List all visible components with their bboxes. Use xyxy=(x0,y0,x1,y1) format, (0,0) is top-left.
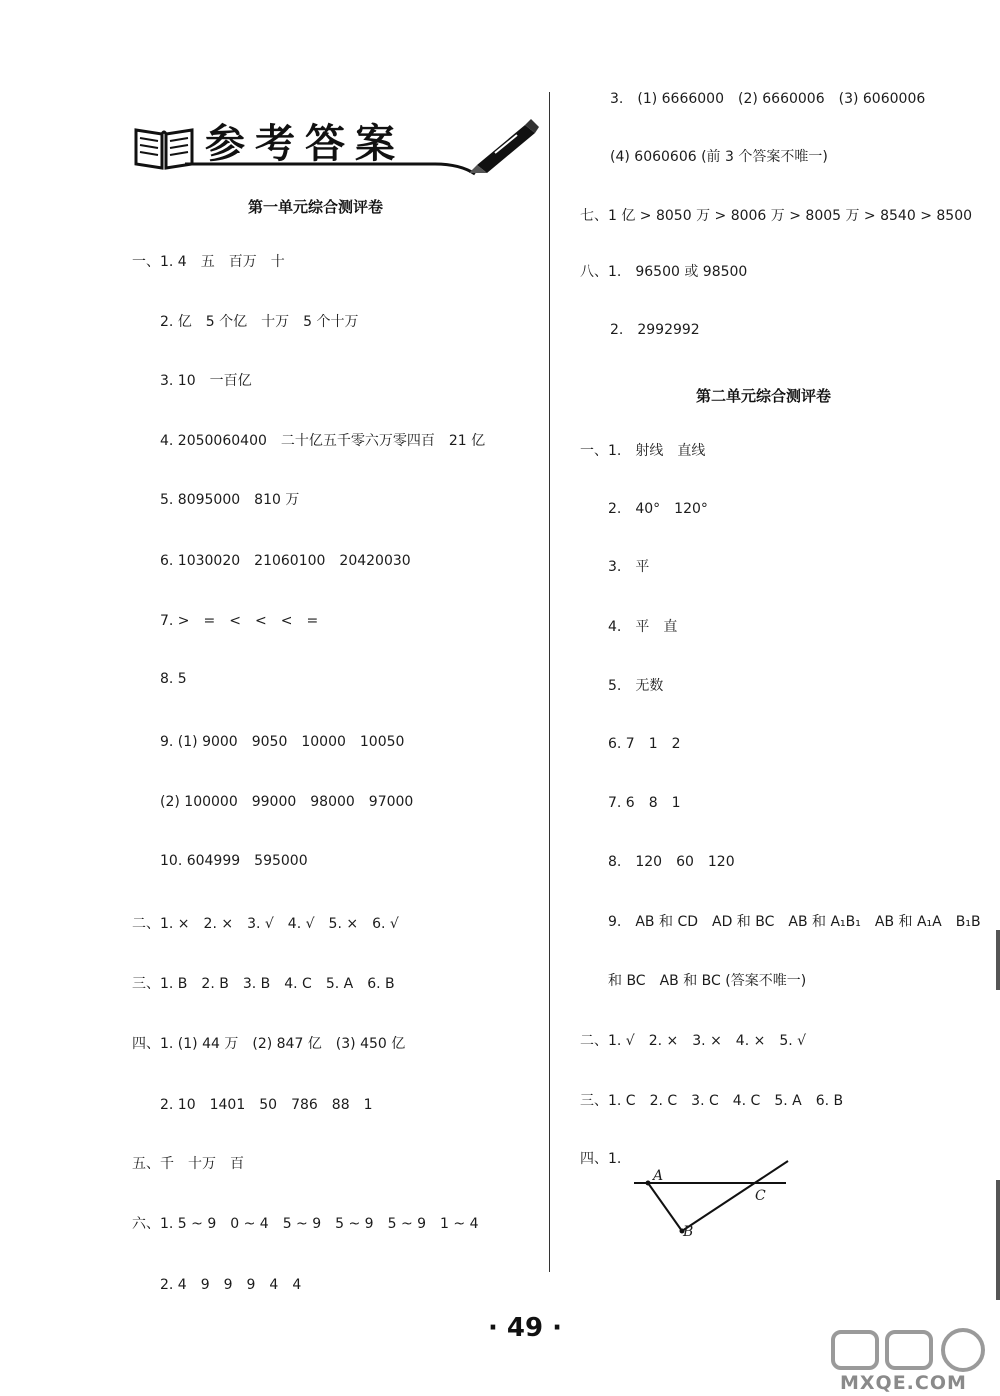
unit1-line: 5. 8095000 810 万 xyxy=(160,492,300,508)
scan-edge-mark xyxy=(996,1180,1000,1300)
page-number: · 49 · xyxy=(487,1313,563,1343)
unit2-line: 4. 平 直 xyxy=(608,619,678,635)
unit1-line: 4. 2050060400 二十亿五千零六万零四百 21 亿 xyxy=(160,433,486,449)
point-c-label: C xyxy=(755,1188,766,1204)
point-b-label: B xyxy=(683,1224,694,1240)
column-divider xyxy=(549,92,550,1272)
unit1-line: 10. 604999 595000 xyxy=(160,853,308,869)
pen-icon xyxy=(455,115,540,175)
watermark-text: MXQE.COM xyxy=(840,1372,967,1394)
point-a-label: A xyxy=(653,1168,664,1184)
unit1-line: 6. 1030020 21060100 20420030 xyxy=(160,553,411,569)
unit1-line: 四、1. (1) 44 万 (2) 847 亿 (3) 450 亿 xyxy=(132,1036,406,1052)
unit1-line: 2. 10 1401 50 786 88 1 xyxy=(160,1097,373,1113)
unit1-line: 一、1. 4 五 百万 十 xyxy=(132,254,285,270)
unit1-line: (2) 100000 99000 98000 97000 xyxy=(160,794,414,810)
right-line: 3. (1) 6666000 (2) 6660006 (3) 6060006 xyxy=(610,91,926,107)
unit1-title: 第一单元综合测评卷 xyxy=(248,198,384,216)
unit1-line: 六、1. 5 ~ 9 0 ~ 4 5 ~ 9 5 ~ 9 5 ~ 9 1 ~ 4 xyxy=(132,1216,479,1232)
page-title: 参考答案 xyxy=(205,120,405,167)
unit2-line: 5. 无数 xyxy=(608,678,664,694)
scan-edge-mark xyxy=(996,930,1000,990)
unit1-line: 9. (1) 9000 9050 10000 10050 xyxy=(160,734,405,750)
unit2-line: 6. 7 1 2 xyxy=(608,736,681,752)
unit1-line: 三、1. B 2. B 3. B 4. C 5. A 6. B xyxy=(132,976,395,992)
unit2-line: 3. 平 xyxy=(608,559,650,575)
right-line: 2. 2992992 xyxy=(610,322,700,338)
unit2-line: 三、1. C 2. C 3. C 4. C 5. A 6. B xyxy=(580,1093,844,1109)
right-line: 七、1 亿 > 8050 万 > 8006 万 > 8005 万 > 8540 > 8500 xyxy=(580,208,973,224)
unit2-line: 和 BC AB 和 BC (答案不唯一) xyxy=(608,973,807,989)
unit1-line: 五、千 十万 百 xyxy=(132,1156,244,1172)
segment-ab xyxy=(648,1183,682,1231)
unit2-line: 四、1. xyxy=(580,1151,622,1167)
unit1-line: 8. 5 xyxy=(160,671,187,687)
unit2-line: 一、1. 射线 直线 xyxy=(580,443,706,459)
right-line: (4) 6060606 (前 3 个答案不唯一) xyxy=(610,149,828,165)
unit2-title: 第二单元综合测评卷 xyxy=(696,387,832,405)
unit2-line: 2. 40° 120° xyxy=(608,501,708,517)
right-line: 八、1. 96500 或 98500 xyxy=(580,264,748,280)
unit1-line: 二、1. × 2. × 3. √ 4. √ 5. × 6. √ xyxy=(132,916,399,932)
unit2-line: 8. 120 60 120 xyxy=(608,854,735,870)
unit1-line: 3. 10 一百亿 xyxy=(160,373,252,389)
unit2-line: 二、1. √ 2. × 3. × 4. × 5. √ xyxy=(580,1033,807,1049)
unit1-line: 7. > = < < < = xyxy=(160,613,319,629)
unit1-line: 2. 4 9 9 9 4 4 xyxy=(160,1277,302,1293)
slanted-line xyxy=(682,1161,788,1231)
header-underline xyxy=(185,158,485,178)
unit1-line: 2. 亿 5 个亿 十万 5 个十万 xyxy=(160,314,359,330)
unit2-line: 7. 6 8 1 xyxy=(608,795,681,811)
unit2-line: 9. AB 和 CD AD 和 BC AB 和 A₁B₁ AB 和 A₁A B₁B xyxy=(608,914,981,930)
